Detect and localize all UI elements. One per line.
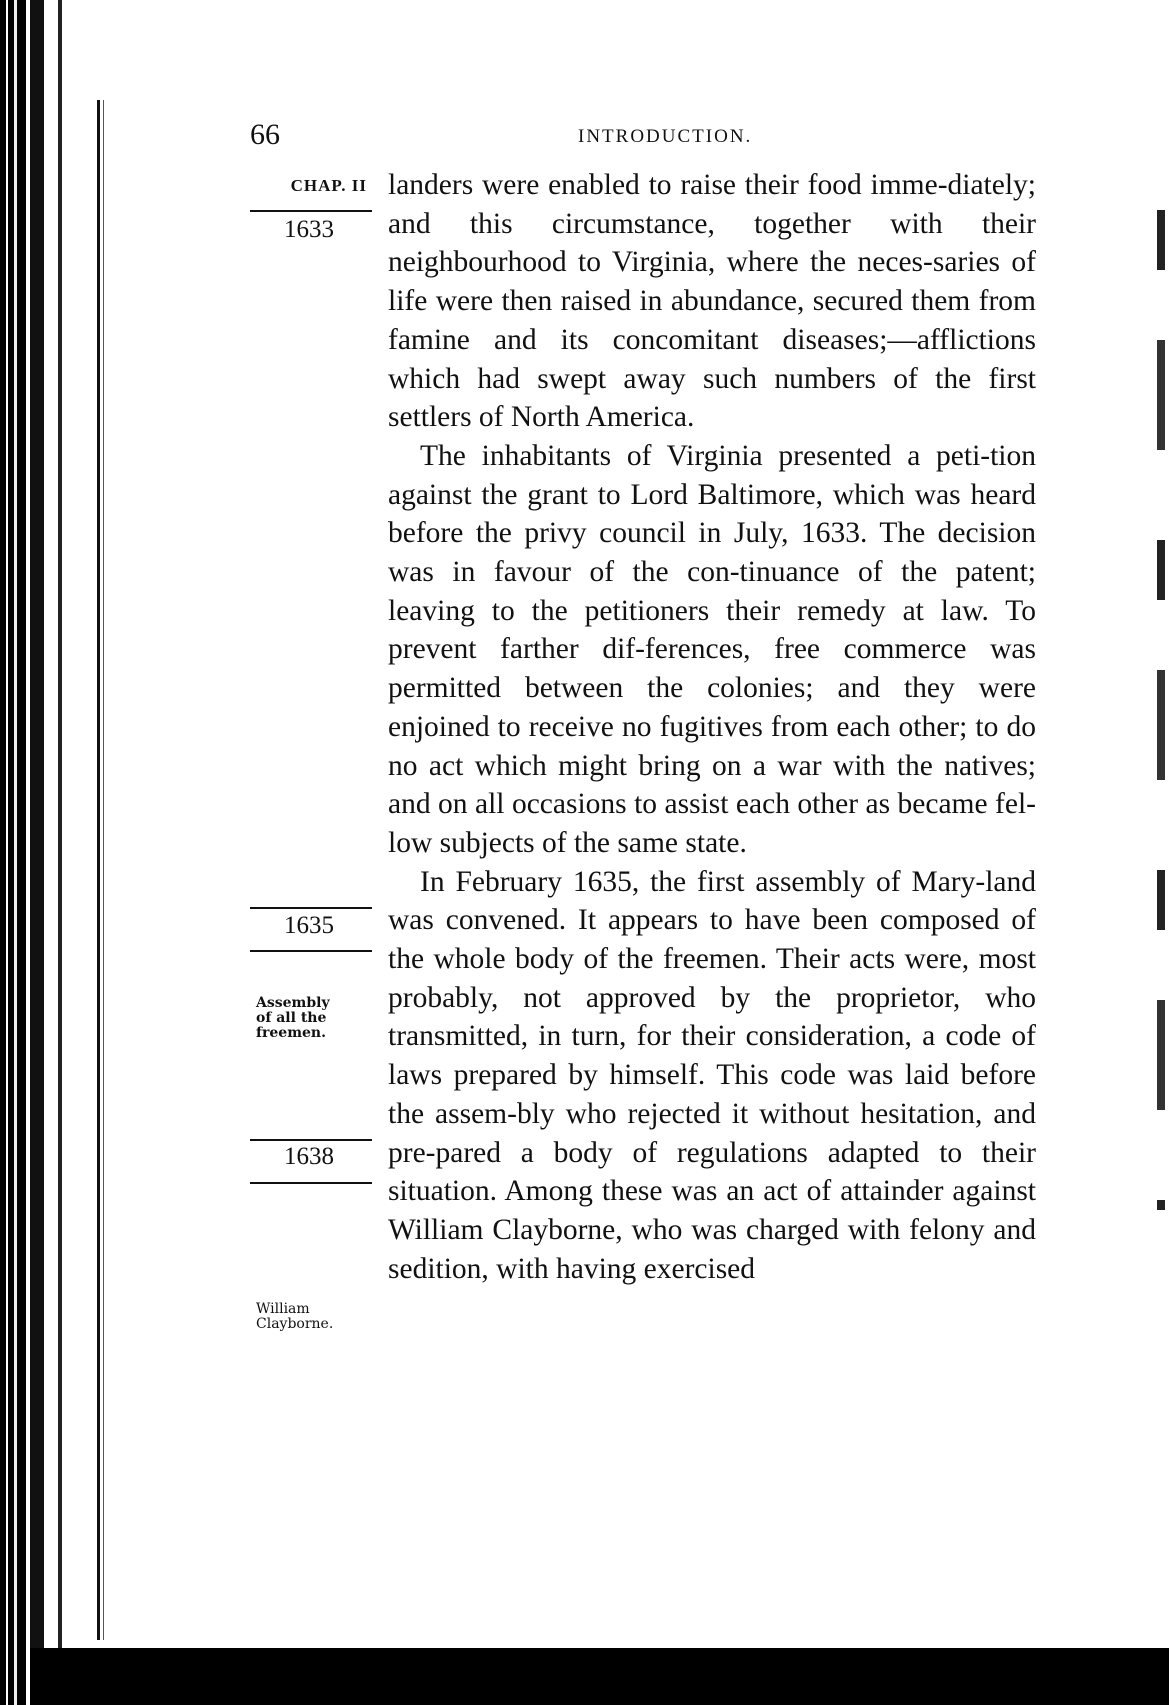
- paragraph: landers were enabled to raise their food imme-diately; and this circumstance, together with their neighbourhood to Virginia, where the neces-saries of life were then raised in abundance, secured them from famine and its concomitant diseases;—afflictions which had swept away such numbers of the first settlers of North America.: [388, 169, 1036, 434]
- margin-note-clayborne: William Clayborne.: [256, 1301, 334, 1332]
- margin-year-1633: 1633: [284, 216, 334, 243]
- right-page-edge: [1157, 210, 1165, 1210]
- margin-year-1635: 1635: [284, 912, 334, 939]
- margin-rule: [250, 210, 372, 212]
- margin-note-assembly: Assembly of all the freemen.: [256, 995, 330, 1041]
- chapter-marker: CHAP. II: [290, 176, 367, 195]
- paragraph: In February 1635, the first assembly of Mary-land was convened. It appears to have been composed of the whole body of the freemen. Their acts were, most probably, not approved by the proprietor, who transmitted, in turn, for their consideration, a code of laws prepared by himself. This code was laid before the assem-bly who rejected it without hesitation, and pre-pared a body of regulations adapted to their situation. Among these was an act of attainder against William Clayborne, who was charged with felony and sedition, with having exercised: [388, 865, 1036, 1285]
- gutter-line: [97, 100, 100, 1640]
- page-number: 66: [250, 118, 280, 151]
- margin-rule: [250, 907, 372, 909]
- body-text: [388, 166, 1036, 1288]
- gutter-line-thin: [103, 100, 104, 1640]
- margin-rule: [250, 1139, 372, 1141]
- running-title: INTRODUCTION.: [578, 126, 753, 147]
- margin-year-1638: 1638: [284, 1143, 334, 1170]
- book-binding-edge: [0, 0, 92, 1705]
- margin-rule: [250, 1182, 372, 1184]
- bottom-scan-border: [30, 1648, 1169, 1705]
- margin-rule: [250, 950, 372, 952]
- paragraph: The inhabitants of Virginia presented a peti-tion against the grant to Lord Baltimore, which was heard before the privy council in July, 1633. The decision was in favour of the con-tinuance of the patent; leaving to the petitioners their remedy at law. To prevent farther dif-ferences, free commerce was permitted between the colonies; and they were enjoined to receive no fugitives from each other; to do no act which might bring on a war with the natives; and on all occasions to assist each other as became fel-low subjects of the same state.: [388, 439, 1036, 859]
